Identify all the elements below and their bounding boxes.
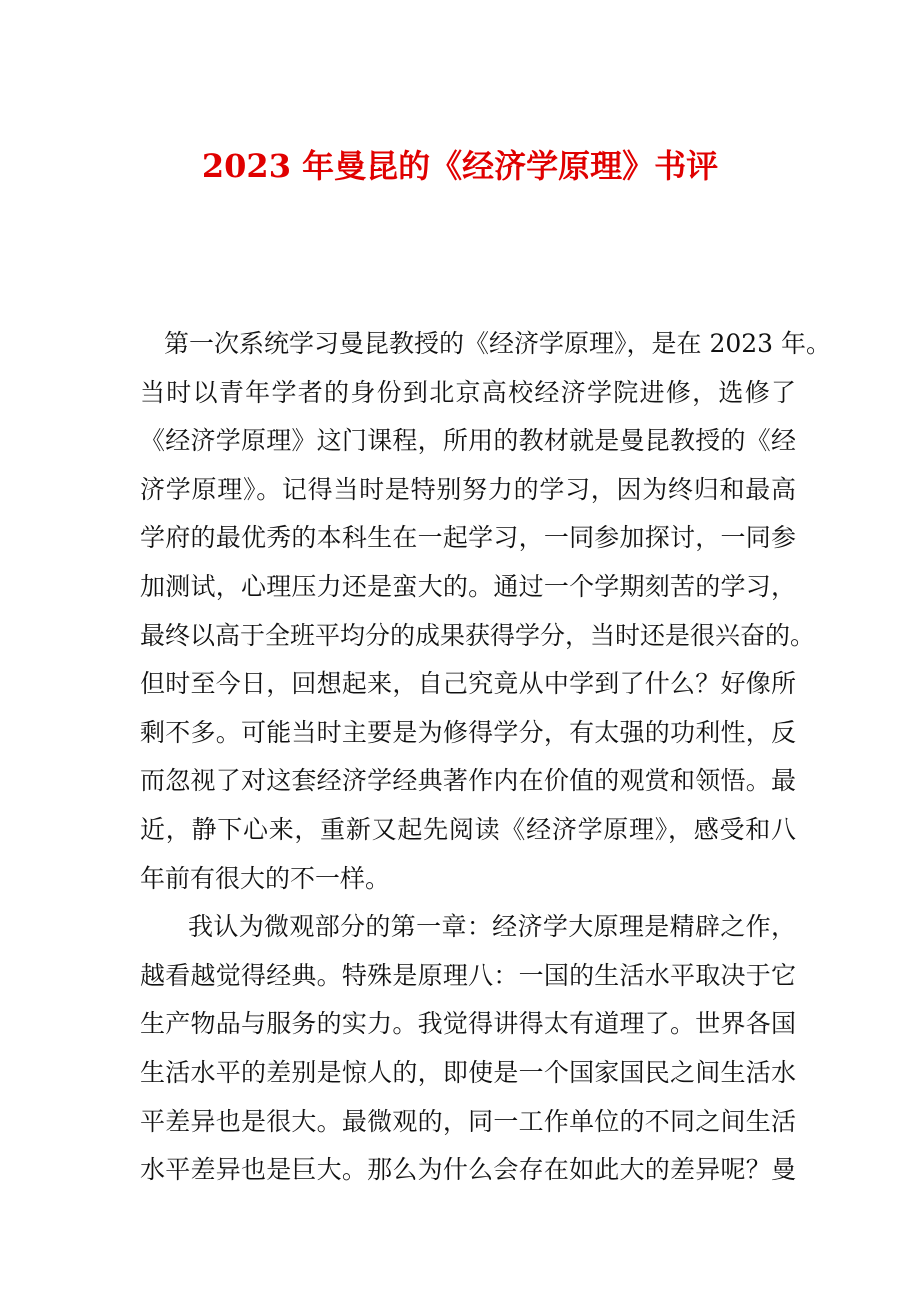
text-line: 第一次系统学习曼昆教授的《经济学原理》，是在 2023 年。	[164, 329, 832, 358]
text-line: 济学原理》。记得当时是特别努力的学习，因为终归和最高	[140, 474, 796, 504]
document-body	[140, 320, 832, 1195]
text-line: 学府的最优秀的本科生在一起学习，一同参加探讨，一同参	[140, 523, 796, 553]
text-line: 生产物品与服务的实力。我觉得讲得太有道理了。世界各国	[140, 1009, 796, 1039]
text-line: 当时以青年学者的身份到北京高校经济学院进修，选修了	[140, 377, 796, 407]
text-line: 最终以高于全班平均分的成果获得学分，当时还是很兴奋的。	[140, 620, 816, 650]
text-line: 年前有很大的不一样。	[140, 863, 391, 893]
text-line: 平差异也是很大。最微观的，同一工作单位的不同之间生活	[140, 1106, 796, 1136]
text-line: 但时至今日，回想起来，自己究竟从中学到了什么？好像所	[140, 669, 796, 699]
text-line: 而忽视了对这套经济学经典著作内在价值的观赏和领悟。最	[140, 766, 796, 796]
document-title: 2023 年曼昆的《经济学原理》书评	[201, 147, 719, 185]
text-line: 加测试，心理压力还是蛮大的。通过一个学期刻苦的学习，	[140, 571, 796, 601]
text-line: 生活水平的差别是惊人的，即使是一个国家国民之间生活水	[140, 1057, 796, 1087]
text-line: 越看越觉得经典。特殊是原理八：一国的生活水平取决于它	[140, 960, 796, 990]
text-line: 《经济学原理》这门课程，所用的教材就是曼昆教授的《经	[140, 426, 796, 456]
text-line: 近，静下心来，重新又起先阅读《经济学原理》，感受和八	[140, 814, 796, 844]
text-line: 剩不多。可能当时主要是为修得学分，有太强的功利性，反	[140, 717, 796, 747]
paragraph-1	[140, 320, 832, 903]
text-line: 我认为微观部分的第一章：经济学大原理是精辟之作，	[188, 912, 796, 942]
text-line: 水平差异也是巨大。那么为什么会存在如此大的差异呢？曼	[140, 1155, 796, 1185]
paragraph-2	[140, 903, 796, 1195]
